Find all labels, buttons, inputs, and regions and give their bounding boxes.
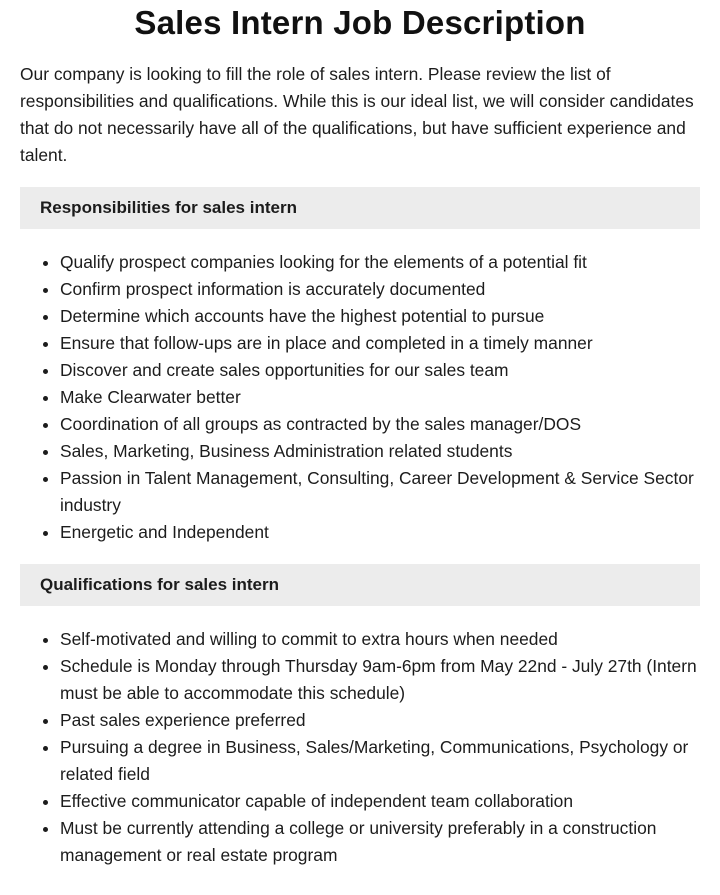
list-item: • Discover and create sales opportunities for our sales team (60, 357, 700, 384)
list-item: • Sales, Marketing, Business Administration related students (60, 438, 700, 465)
list-item: • Coordination of all groups as contracted by the sales manager/DOS (60, 411, 700, 438)
list-item: • Schedule is Monday through Thursday 9am-6pm from May 22nd - July 27th (Intern must be able to accommodate this schedule) (60, 653, 700, 707)
page-title: Sales Intern Job Description (134, 4, 586, 41)
list-item: • Self-motivated and willing to commit to extra hours when needed (60, 626, 700, 653)
responsibilities-list (20, 249, 700, 546)
qualifications-list (20, 626, 700, 869)
list-item: • Energetic and Independent (60, 519, 700, 546)
list-item: • Confirm prospect information is accurately documented (60, 276, 700, 303)
list-item: • Passion in Talent Management, Consulting, Career Development & Service Sector industry (60, 465, 700, 519)
list-item: • Past sales experience preferred (60, 707, 700, 734)
qualifications-heading: Qualifications for sales intern (20, 564, 700, 606)
responsibilities-heading: Responsibilities for sales intern (20, 187, 700, 229)
list-item: • Make Clearwater better (60, 384, 700, 411)
list-item: • Effective communicator capable of independent team collaboration (60, 788, 700, 815)
list-item: • Must be currently attending a college or university preferably in a construction management or real estate program (60, 815, 700, 869)
list-item: • Pursuing a degree in Business, Sales/Marketing, Communications, Psychology or related field (60, 734, 700, 788)
list-item: • Ensure that follow-ups are in place and completed in a timely manner (60, 330, 700, 357)
list-item: • Qualify prospect companies looking for the elements of a potential fit (60, 249, 700, 276)
intro-paragraph: Our company is looking to fill the role of sales intern. Please review the list of responsibilities and qualifications. While this is our ideal list, we will consider candidates that do not necessarily have all of the qualifications, but have sufficient experience and talent. (20, 64, 694, 165)
list-item: • Determine which accounts have the highest potential to pursue (60, 303, 700, 330)
